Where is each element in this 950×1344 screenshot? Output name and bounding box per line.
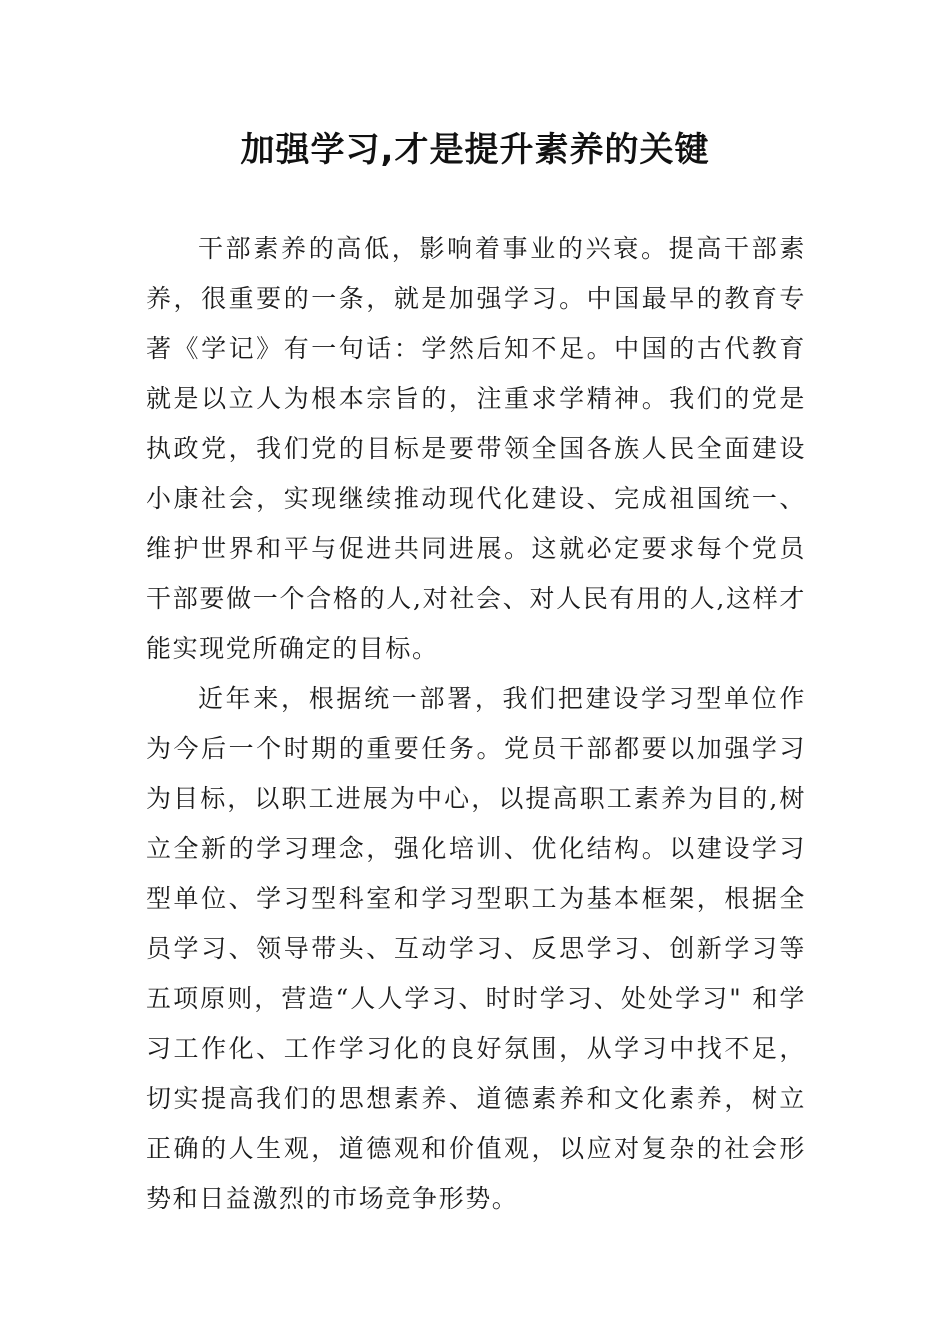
paragraph-1: 干部素养的高低，影响着事业的兴衰。提高干部素养，很重要的一条，就是加强学习。中国最早的教育专著《学记》有一句话：学然后知不足。中国的古代教育就是以立人为根本宗旨的，注重求学精神。我们的党是执政党，我们党的目标是要带领全国各族人民全面建设小康社会，实现继续推动现代化建设、完成祖国统一、维护世界和平与促进共同进展。这就必定要求每个党员干部要做一个合格的人,对社会、对人民有用的人,这样才能实现党所确定的目标。 [146,234,806,663]
document-body [146,224,806,1224]
paragraph-2: 近年来，根据统一部署，我们把建设学习型单位作为今后一个时期的重要任务。党员干部都要以加强学习为目标，以职工进展为中心，以提高职工素养为目的,树立全新的学习理念，强化培训、优化结构。以建设学习型单位、学习型科室和学习型职工为基本框架，根据全员学习、领导带头、互动学习、反思学习、创新学习等五项原则，营造“人人学习、时时学习、处处学习" 和学习工作化、工作学习化的良好氛围，从学习中找不足，切实提高我们的思想素养、道德素养和文化素养，树立正确的人生观，道德观和价值观，以应对复杂的社会形势和日益激烈的市场竞争形势。 [146,684,806,1213]
document-title: 加强学习,才是提升素养的关键 [240,130,710,170]
